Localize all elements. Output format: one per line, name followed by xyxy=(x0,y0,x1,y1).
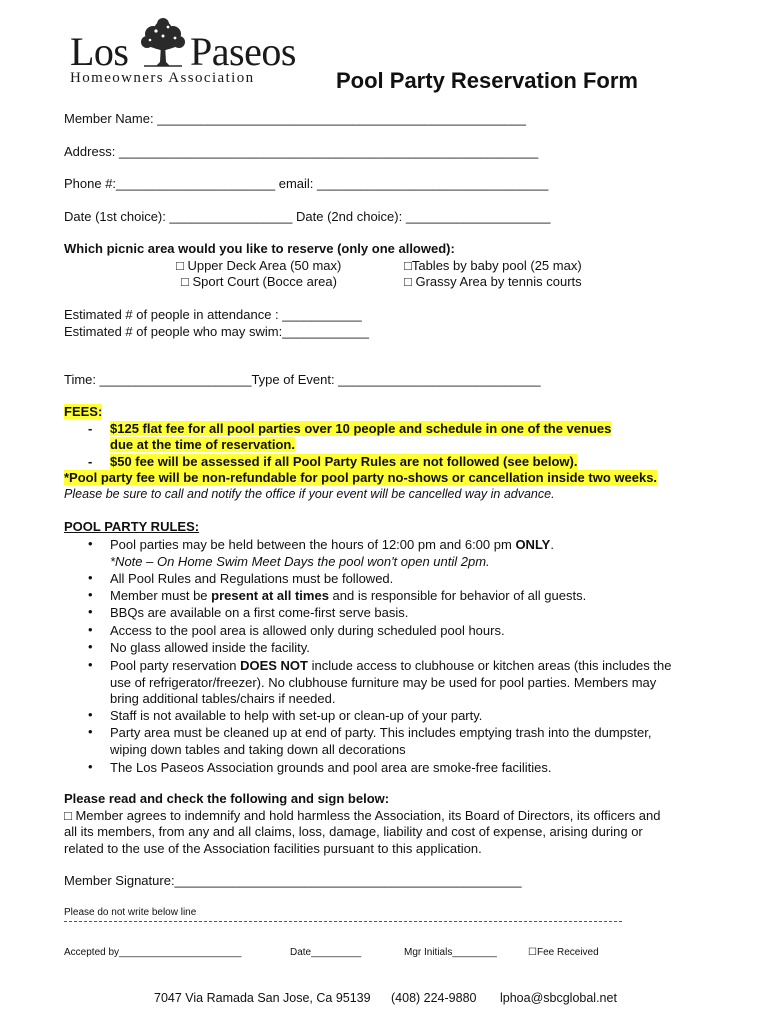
rule-bullet: • xyxy=(88,536,93,551)
agreement-line-2: all its members, from any and all claims, loss, damage, liability and cost of expense, arising during or xyxy=(64,824,643,839)
agreement-checkbox-line[interactable]: □ Member agrees to indemnify and hold harmless the Association, its Board of Directors, its officers and xyxy=(64,808,661,823)
rule-bullet: • xyxy=(88,622,93,637)
footer-address: 7047 Via Ramada San Jose, Ca 95139 xyxy=(154,991,371,1005)
cut-line xyxy=(64,921,622,922)
phone-email-field[interactable]: Phone #:______________________ email: ________________________________ xyxy=(64,176,549,191)
rule-bullet: • xyxy=(88,724,93,739)
fees-cancel-note: Please be sure to call and notify the office if your event will be cancelled way in advance. xyxy=(64,487,555,501)
picnic-question: Which picnic area would you like to reserve (only one allowed): xyxy=(64,241,455,256)
rule-staff: Staff is not available to help with set-up or clean-up of your party. xyxy=(110,708,483,723)
rule-bullet: • xyxy=(88,759,93,774)
rule-no-glass: No glass allowed inside the facility. xyxy=(110,640,310,655)
office-note: Please do not write below line xyxy=(64,907,197,918)
footer-phone: (408) 224-9880 xyxy=(391,991,477,1005)
time-event-field[interactable]: Time: _____________________Type of Event: ____________________________ xyxy=(64,372,541,387)
office-date-field[interactable]: Date_________ xyxy=(290,947,362,958)
rule-bullet: • xyxy=(88,587,93,602)
rule-bullet: • xyxy=(88,639,93,654)
fees-dash-2: - xyxy=(88,454,93,469)
rule-member-present: Member must be present at all times and is responsible for behavior of all guests. xyxy=(110,588,587,603)
logo-name-right: Paseos xyxy=(190,29,296,74)
rule-bullet: • xyxy=(88,707,93,722)
rule-clubhouse: Pool party reservation DOES NOT include access to clubhouse or kitchen areas (this includes the xyxy=(110,658,672,673)
option-grassy-area[interactable]: □ Grassy Area by tennis courts xyxy=(404,274,582,289)
rule-clubhouse-cont-2: bring additional tables/chairs if needed. xyxy=(110,691,336,706)
option-sport-court[interactable]: □ Sport Court (Bocce area) xyxy=(181,274,337,289)
logo-subtitle: Homeowners Association xyxy=(70,70,255,86)
rules-heading: POOL PARTY RULES: xyxy=(64,519,200,534)
tree-icon xyxy=(136,16,190,70)
fees-item-1-cont: due at the time of reservation. xyxy=(110,437,295,452)
mgr-initials-field[interactable]: Mgr Initials________ xyxy=(404,947,497,958)
footer-email: lphoa@sbcglobal.net xyxy=(500,991,617,1005)
rule-cleanup-cont: wiping down tables and taking down all decorations xyxy=(110,742,406,757)
option-upper-deck[interactable]: □ Upper Deck Area (50 max) xyxy=(176,258,342,273)
fees-heading: FEES: xyxy=(64,404,103,419)
fees-item-1: $125 flat fee for all pool parties over 10 people and schedule in one of the venues xyxy=(110,421,612,436)
fees-nonrefundable: *Pool party fee will be non-refundable for pool party no-shows or cancellation inside two weeks. xyxy=(64,470,658,485)
logo-name-left: Los xyxy=(70,29,129,74)
agreement-heading: Please read and check the following and sign below: xyxy=(64,791,390,806)
agreement-line-3: related to the use of the Association facilities pursuant to this application. xyxy=(64,841,482,856)
rule-bbq: BBQs are available on a first come-first serve basis. xyxy=(110,605,409,620)
rule-pool-rules: All Pool Rules and Regulations must be followed. xyxy=(110,571,394,586)
fees-item-2: $50 fee will be assessed if all Pool Party Rules are not followed (see below). xyxy=(110,454,578,469)
rule-hours: Pool parties may be held between the hours of 12:00 pm and 6:00 pm ONLY. xyxy=(110,537,554,552)
option-baby-pool[interactable]: □Tables by baby pool (25 max) xyxy=(404,258,582,273)
fees-dash-1: - xyxy=(88,421,93,436)
fee-received-checkbox[interactable]: ☐Fee Received xyxy=(528,947,599,958)
rule-hours-note: *Note – On Home Swim Meet Days the pool won't open until 2pm. xyxy=(110,554,490,569)
rule-bullet: • xyxy=(88,604,93,619)
swim-field[interactable]: Estimated # of people who may swim:____________ xyxy=(64,324,369,339)
member-name-field[interactable]: Member Name: ___________________________________________________ xyxy=(64,111,526,126)
rule-clubhouse-cont: use of refrigerator/freezer). No clubhouse furniture may be used for pool parties. Members may xyxy=(110,675,657,690)
attendance-field[interactable]: Estimated # of people in attendance : ___________ xyxy=(64,307,362,322)
rule-access: Access to the pool area is allowed only during scheduled pool hours. xyxy=(110,623,505,638)
rule-bullet: • xyxy=(88,570,93,585)
address-field[interactable]: Address: __________________________________________________________ xyxy=(64,144,539,159)
signature-field[interactable]: Member Signature:________________________________________________ xyxy=(64,873,522,888)
rule-cleanup: Party area must be cleaned up at end of party. This includes emptying trash into the dumpster, xyxy=(110,725,652,740)
accepted-by-field[interactable]: Accepted by______________________ xyxy=(64,947,242,958)
page-title: Pool Party Reservation Form xyxy=(336,68,638,93)
rule-bullet: • xyxy=(88,657,93,672)
rule-smoke-free: The Los Paseos Association grounds and pool area are smoke-free facilities. xyxy=(110,760,552,775)
dates-field[interactable]: Date (1st choice): _________________ Date (2nd choice): ____________________ xyxy=(64,209,551,224)
